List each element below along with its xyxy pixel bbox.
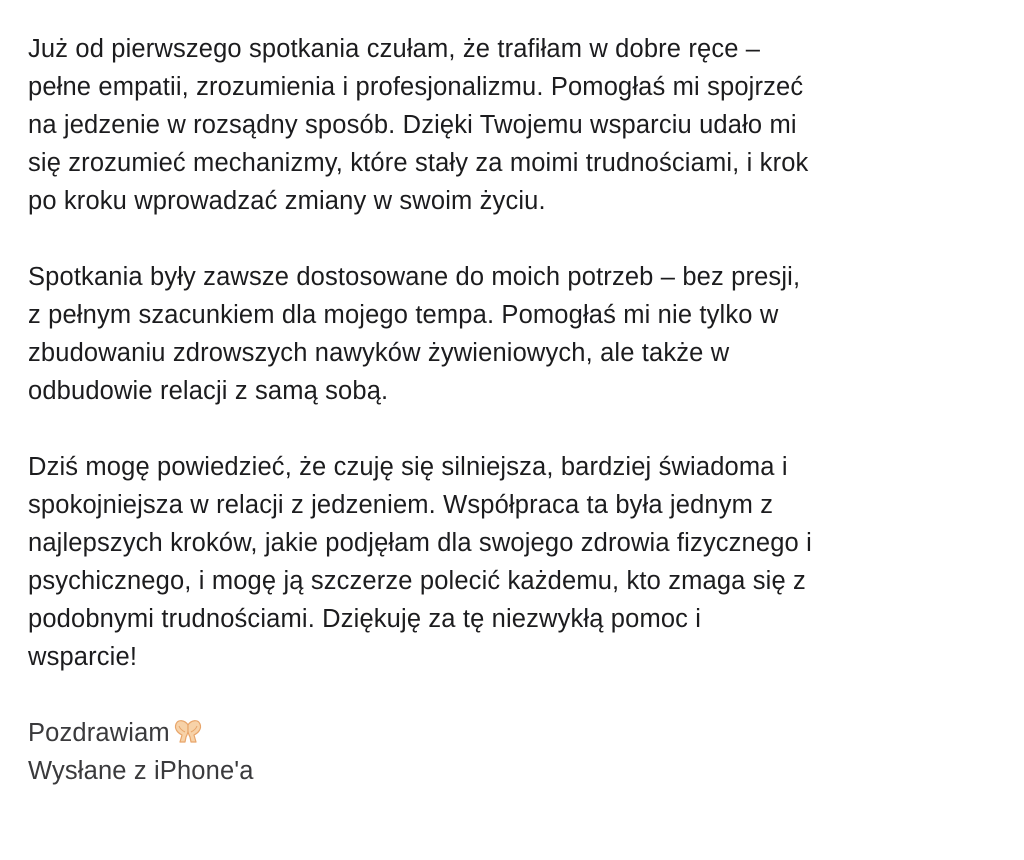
text-line: najlepszych kroków, jakie podjęłam dla swojego zdrowia fizycznego i <box>28 529 812 557</box>
text-line: po kroku wprowadzać zmiany w swoim życiu. <box>28 187 546 215</box>
text-line: Już od pierwszego spotkania czułam, że trafiłam w dobre ręce – <box>28 35 761 63</box>
text-line: Spotkania były zawsze dostosowane do moich potrzeb – bez presji, <box>28 263 801 291</box>
text-line: Dziś mogę powiedzieć, że czuję się silniejsza, bardziej świadoma i <box>28 453 788 481</box>
text-line: z pełnym szacunkiem dla mojego tempa. Pomogłaś mi nie tylko w <box>28 301 779 329</box>
signature-greeting: Pozdrawiam <box>28 719 170 747</box>
text-line: wsparcie! <box>28 643 138 671</box>
text-line: podobnymi trudnościami. Dziękuję za tę niezwykłą pomoc i <box>28 605 702 633</box>
text-line: zbudowaniu zdrowszych nawyków żywieniowych, ale także w <box>28 339 730 367</box>
email-signature <box>28 714 996 790</box>
text-line: się zrozumieć mechanizmy, które stały za moimi trudnościami, i krok <box>28 149 809 177</box>
message-paragraph-2 <box>28 258 996 410</box>
text-line: spokojniejsza w relacji z jedzeniem. Współpraca ta była jednym z <box>28 491 774 519</box>
text-line: pełne empatii, zrozumienia i profesjonalizmu. Pomogłaś mi spojrzeć <box>28 73 804 101</box>
text-line: psychicznego, i mogę ją szczerze polecić każdemu, kto zmaga się z <box>28 567 806 595</box>
heart-hands-icon <box>171 717 205 743</box>
text-line: odbudowie relacji z samą sobą. <box>28 377 389 405</box>
message-paragraph-3 <box>28 448 996 676</box>
signature-greeting-line <box>28 714 996 752</box>
text-line: na jedzenie w rozsądny sposób. Dzięki Twojemu wsparciu udało mi <box>28 111 797 139</box>
sent-from-iphone: Wysłane z iPhone'a <box>28 757 254 785</box>
message-paragraph-1 <box>28 30 996 220</box>
